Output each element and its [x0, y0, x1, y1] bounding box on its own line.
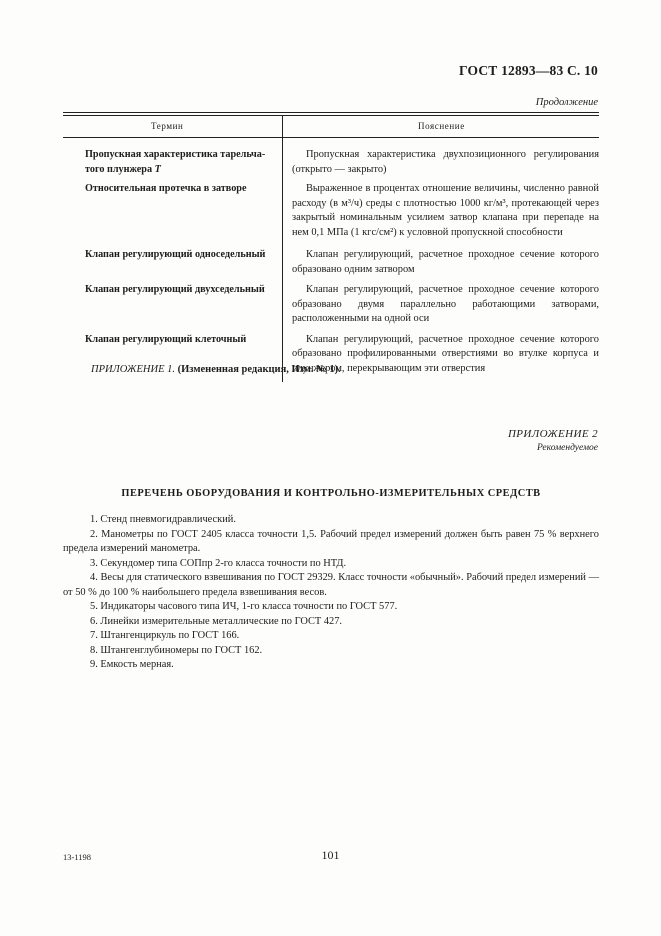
- table-row: [63, 277, 599, 327]
- explanation-cell: Выраженное в процентах отношение величины, численно равной расходу (в м³/ч) среды с плотностью 1000 кг/м³, протекающей через закрытый номинальным усилием затвор клапана при перепаде на нем 0,1 МПа (1 кгс/см²) к условной пропускной способности: [292, 183, 599, 238]
- term-symbol: T: [154, 163, 161, 175]
- table-row: [63, 240, 599, 277]
- list-item: 1. Стенд пневмогидравлический.: [90, 514, 236, 525]
- appendix-1-note: [91, 364, 341, 375]
- list-item: 7. Штангенциркуль по ГОСТ 166.: [90, 630, 240, 641]
- term-cell: Клапан регулирующий односедельный: [85, 249, 266, 260]
- standard-code-header: ГОСТ 12893—83 С. 10: [459, 63, 598, 78]
- column-header-explanation: Пояснение: [418, 121, 465, 131]
- explanation-cell: Пропускная характеристика двухпозиционного регулирования (открыто — закрыто): [292, 149, 599, 175]
- appendix-1-label: ПРИЛОЖЕНИЕ 1.: [91, 364, 175, 375]
- column-divider: [282, 116, 283, 137]
- explanation-cell: Клапан регулирующий, расчетное проходное сечение которого образовано двумя параллельно работающими затворами, расположенными на одной оси: [292, 284, 599, 324]
- list-item: 3. Секундомер типа СОПпр 2-го класса точности по НТД.: [90, 557, 347, 569]
- term-cell: Относительная протечка в затворе: [85, 183, 247, 194]
- list-item: 5. Индикаторы часового типа ИЧ, 1-го класса точности по ГОСТ 577.: [90, 601, 398, 612]
- section-title: ПЕРЕЧЕНЬ ОБОРУДОВАНИЯ И КОНТРОЛЬНО-ИЗМЕРИТЕЛЬНЫХ СРЕДСТВ: [121, 488, 541, 499]
- terms-table: [63, 112, 599, 376]
- column-header-term: Термин: [151, 121, 184, 131]
- term-cell: Клапан регулирующий двухседельный: [85, 284, 265, 295]
- appendix-2-label: ПРИЛОЖЕНИЕ 2: [507, 428, 598, 440]
- page-number: 101: [321, 848, 340, 862]
- equipment-list: [63, 513, 599, 673]
- term-cell: [63, 148, 282, 177]
- appendix-2-status: Рекомендуемое: [536, 443, 598, 453]
- term-cell: Клапан регулирующий клеточный: [85, 333, 247, 345]
- list-item: 2. Манометры по ГОСТ 2405 класса точности 1,5. Рабочий предел измерений должен быть равен 75 % верхнего предела измерений манометра.: [63, 528, 599, 554]
- table-header: [63, 116, 599, 137]
- explanation-cell: Клапан регулирующий, расчетное проходное сечение которого образовано профилированными отверстиями во втулке корпуса и плунжером, перекрывающим эти отверстия: [292, 333, 599, 374]
- continuation-label: Продолжение: [535, 97, 598, 108]
- appendix-1-revision: (Измененная редакция, Изм. № 1).: [177, 364, 341, 375]
- table-row: [63, 177, 599, 240]
- print-code: 13-1198: [63, 852, 92, 862]
- list-item: 4. Весы для статического взвешивания по ГОСТ 29329. Класс точности «обычный». Рабочий предел измерений — от 50 % до 100 % наибольшего предела взвешивания весов.: [63, 572, 599, 598]
- term-text: Пропускная характеристика тарельча-того плунжера: [85, 149, 266, 175]
- list-item: 6. Линейки измерительные металлические по ГОСТ 427.: [90, 615, 343, 627]
- explanation-cell: Клапан регулирующий, расчетное проходное сечение которого образовано одним затвором: [292, 249, 599, 275]
- table-body: [63, 138, 599, 376]
- list-item: 8. Штангенглубиномеры по ГОСТ 162.: [90, 644, 263, 656]
- table-row: [63, 138, 599, 177]
- list-item: 9. Емкость мерная.: [90, 659, 174, 670]
